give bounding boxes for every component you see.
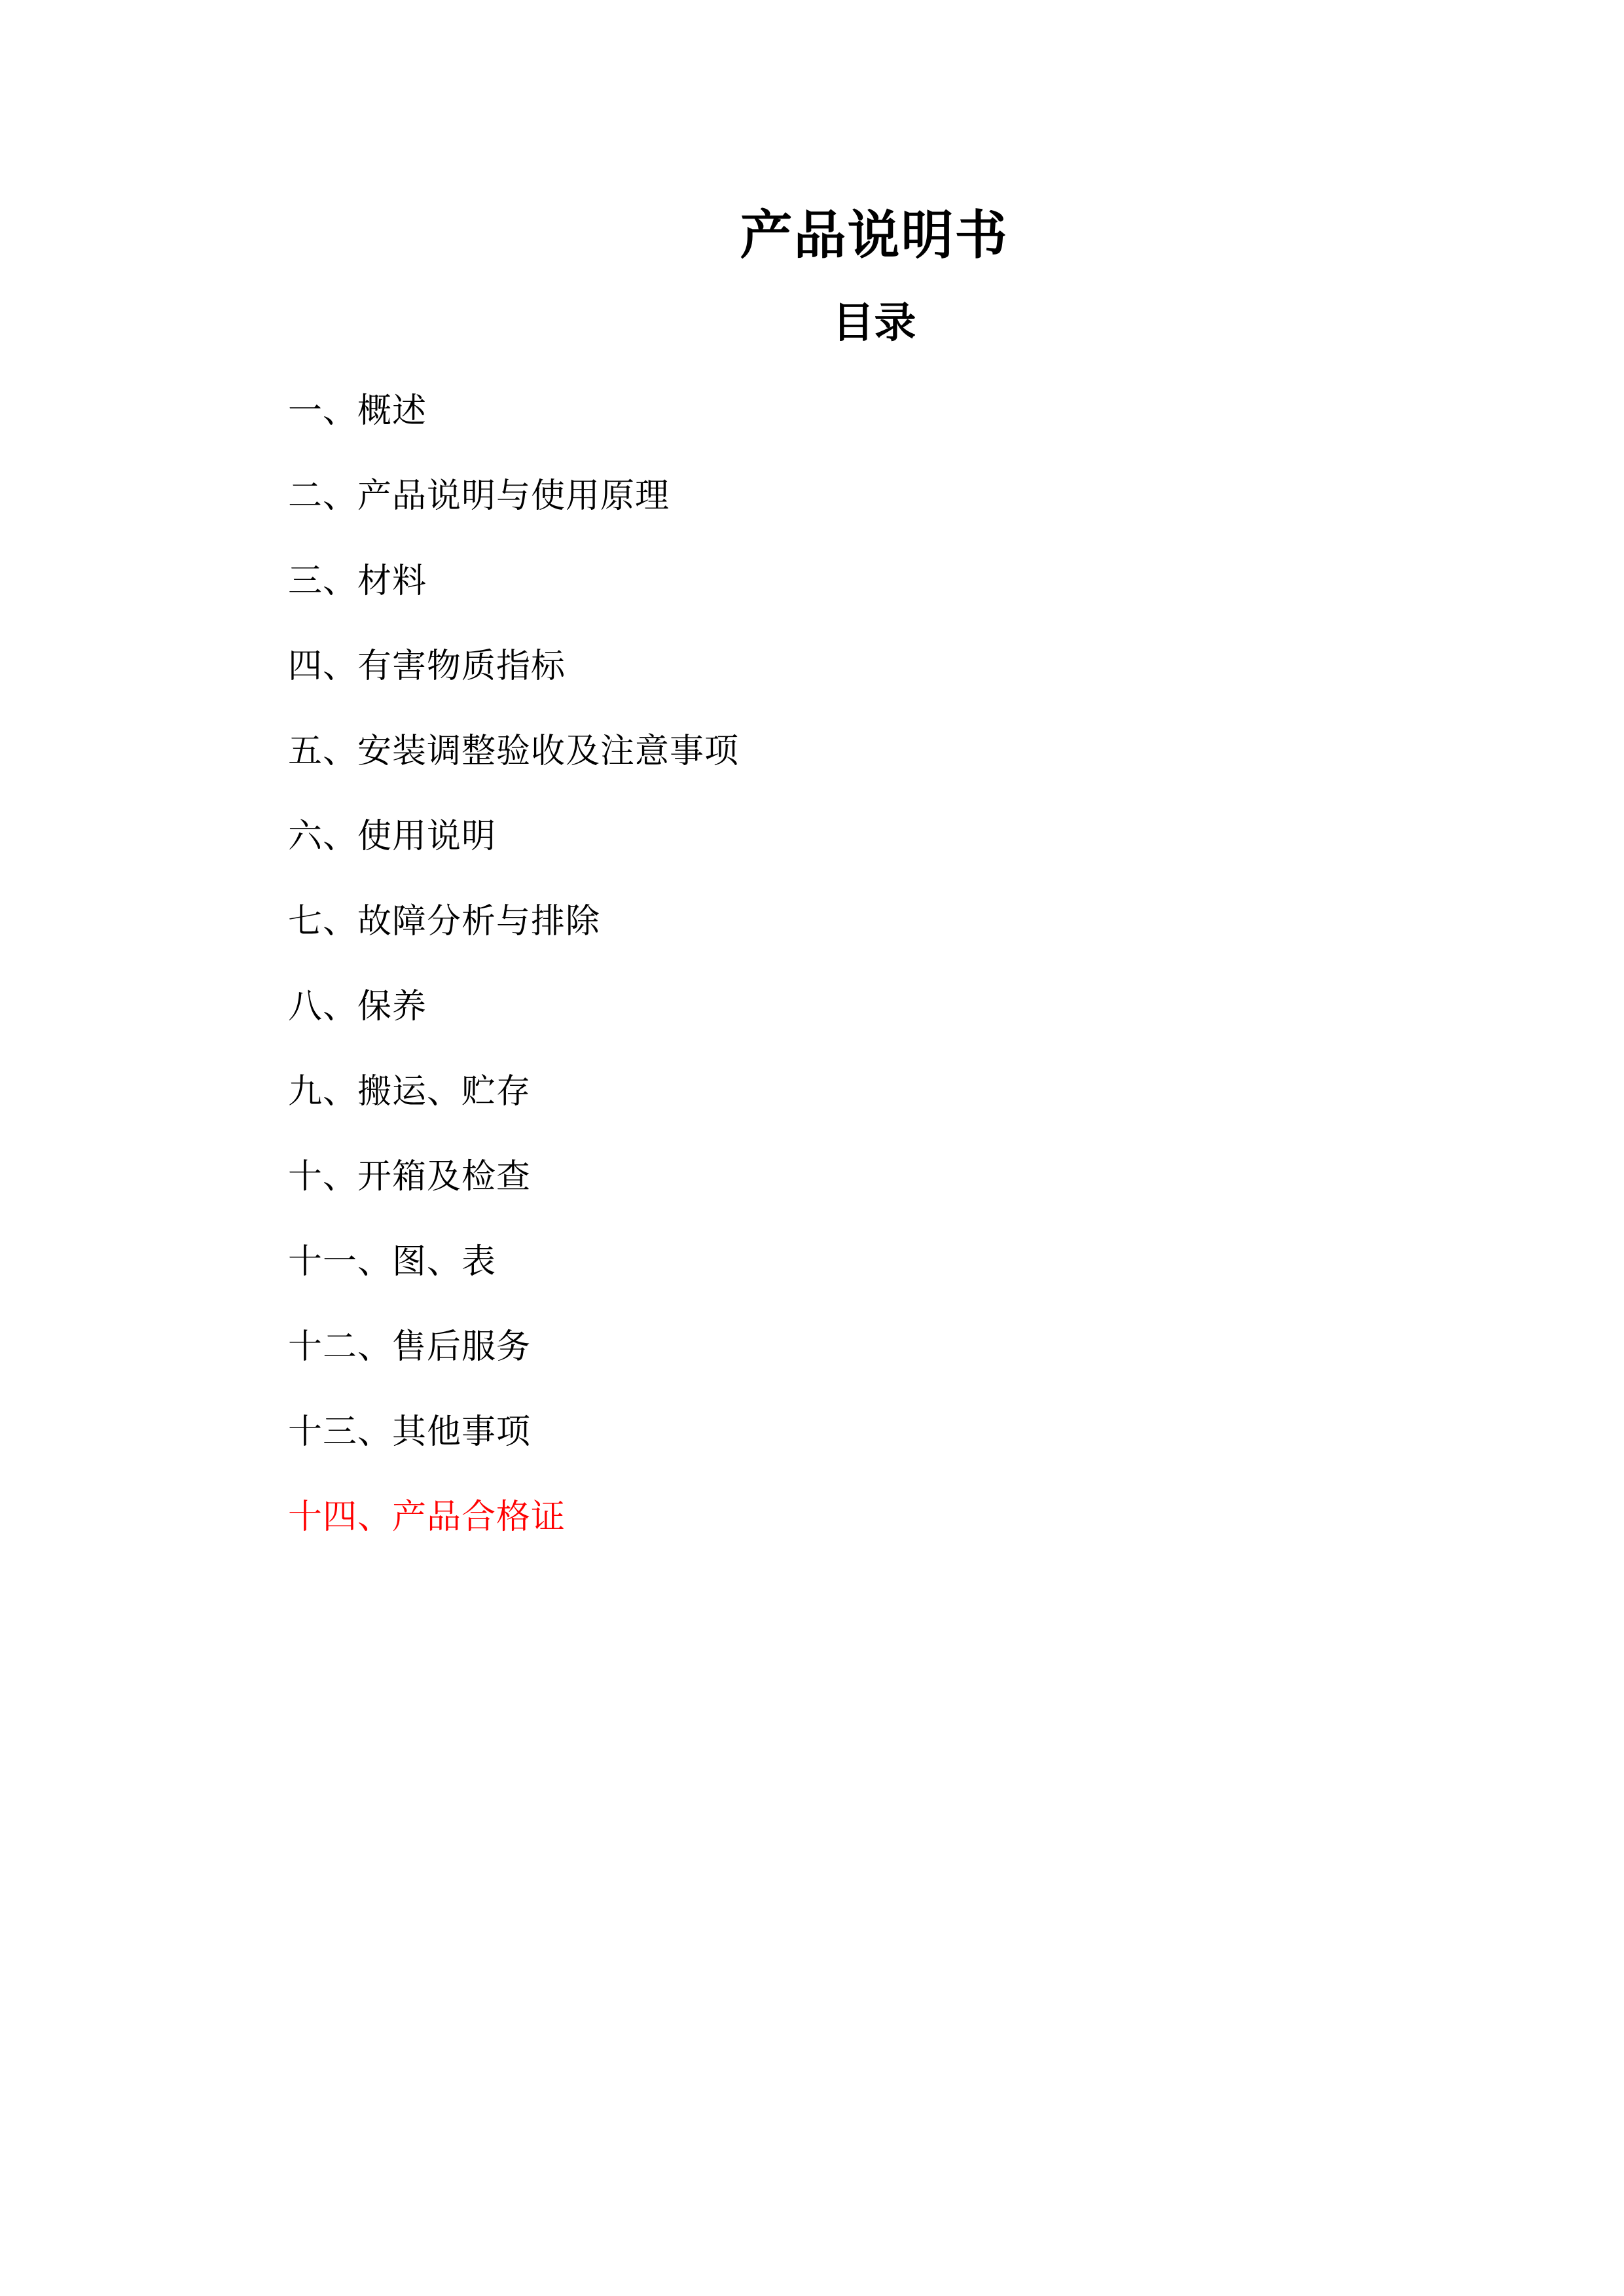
toc-item: 十一、图、表 (288, 1243, 497, 1281)
toc-item: 十、开箱及检查 (288, 1158, 532, 1196)
page-title: 产品说明书 (740, 206, 1009, 264)
toc-list (288, 368, 1460, 1560)
toc-item: 十三、其他事项 (288, 1413, 532, 1451)
toc-item: 二、产品说明与使用原理 (288, 477, 670, 515)
toc-item: 八、保养 (288, 988, 427, 1026)
toc-item: 三、材料 (288, 562, 427, 600)
toc-heading: 目录 (832, 299, 916, 346)
toc-item: 一、概述 (288, 392, 427, 430)
toc-item: 四、有害物质指标 (288, 647, 566, 685)
toc-item: 六、使用说明 (288, 817, 497, 855)
toc-item-highlighted: 十四、产品合格证 (288, 1498, 566, 1536)
toc-item: 七、故障分析与排除 (288, 903, 601, 941)
toc-item: 十二、售后服务 (288, 1328, 532, 1366)
toc-item: 九、搬运、贮存 (288, 1073, 532, 1111)
toc-item: 五、安装调整验收及注意事项 (288, 732, 740, 770)
